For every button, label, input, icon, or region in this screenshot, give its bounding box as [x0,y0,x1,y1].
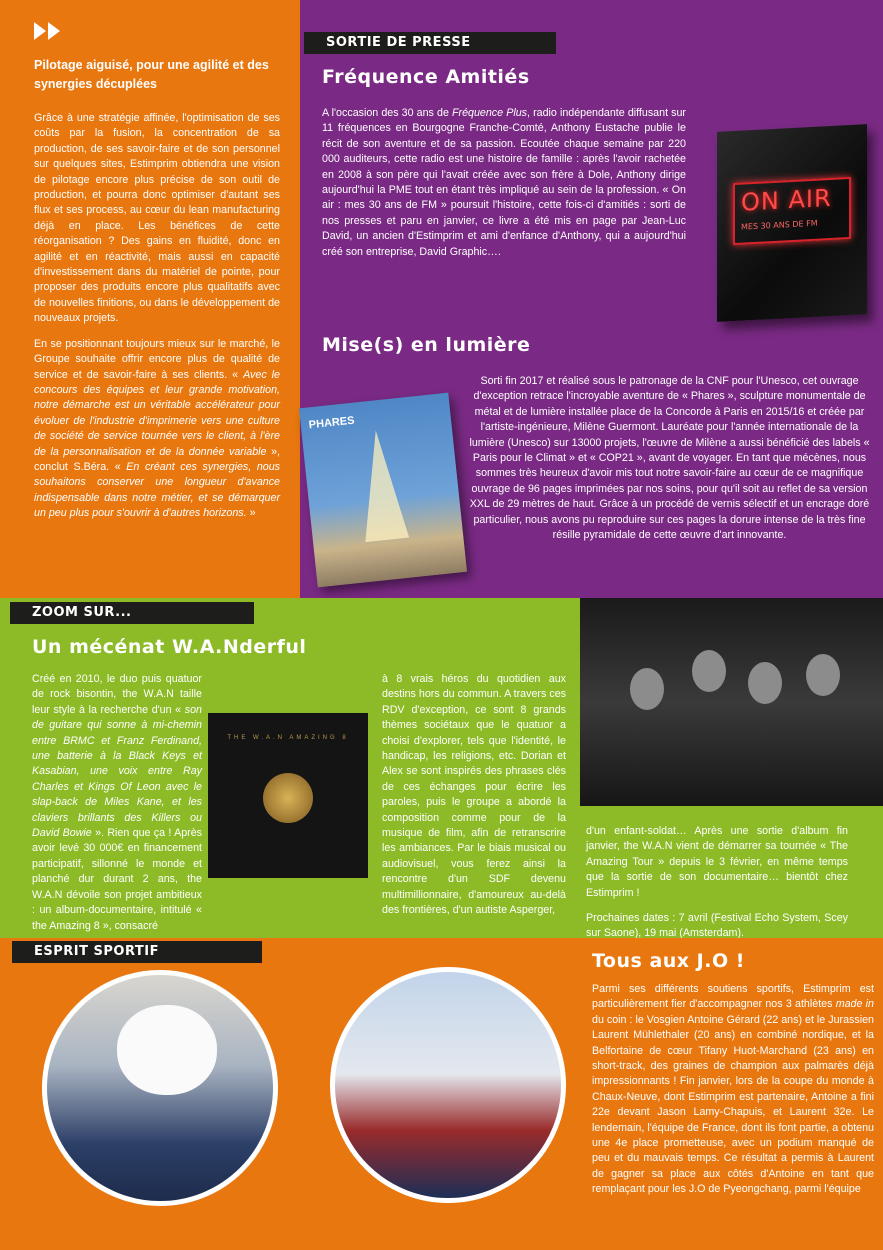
pilotage-text [34,111,280,522]
top-left-panel [0,0,300,598]
zoom-tab: ZOOM SUR... [10,602,254,624]
pilotage-paragraph-2: En se positionnant toujours mieux sur le marché, le Groupe souhaite offrir encore plus de qualité de service et de savoir-faire à ses clients. « Avec le concours des équipes et leur grande motivation, notre démarche est un véritable accélérateur pour évoluer de l'industrie d'imprimerie vers une culture de société de service tournée vers le client, à l'ère de la personnalisation et de la donnée variable », conclut S.Béra. « En créant ces synergies, nous souhaitons conserver une longueur d'avance indispensable dans notre métier, et se démarquer un peu plus pour s'ouvrir à d'autres horizons. » [34,337,280,520]
tower-icon [354,428,409,542]
pilotage-heading: Pilotage aiguisé, pour une agilité et des synergies décuplées [34,58,269,91]
octopus-icon [263,773,313,823]
zoom-col3: d'un enfant-soldat… Après une sortie d'album fin janvier, the W.A.N vient de démarrer sa tournée « The Amazing Tour » depuis le 3 février, en même temps que la sortie de son documentaire… bientôt chez Estimprim ! Prochaines dates : 7 avril (Festival Echo System, Scey sur Saone), 19 mai (Amsterdam). [586,825,848,938]
onair-sign: ON AIR MES 30 ANS DE FM [733,177,851,245]
light-text: Sorti fin 2017 et réalisé sous le patronage de la CNF pour l'Unesco, cet ouvrage d'exception retrace l'incroyable aventure de « Phares », sculpture monumentale de métal et de lumière installée place de la Concorde à Paris en 2015/16 et créée par l'artiste-ingénieure, Milène Guermont. Lauréate pour l'année internationale de la lumière (Unesco) sur 13000 projets, l'œuvre de Milène a aussi bénéficié des labels « Paris pour le Climat » et « COP21 », avant de voyager. En tant que mécènes, nous sommes très heureux d'avoir mis tout notre savoir-faire au cœur de ce magnifique ouvrage de 96 pages imprimées par nos soins, pour qu'il soit au reflet de sa version XXL de 29 mètres de haut. Grâce à un procédé de vernis sélectif et un encrage doré particulier, nous avons pu reproduire sur ces pages la dorure intense de la très fine résille pyramidale de cette œuvre d'art innovante. [469,375,870,542]
phares-book-cover: PHARES [299,393,467,588]
press-title: Fréquence Amitiés [322,66,530,88]
band-photo [580,598,883,806]
press-text: A l'occasion des 30 ans de Fréquence Plus, radio indépendante diffusant sur 11 fréquences en Bourgogne Franche-Comté, Anthony Eustache publie le récit de son aventure et de sa passion. Ecoutée chaque semaine par 220 000 auditeurs, cette radio est une histoire de famille : après l'avoir rachetée en 2008 à son père qui l'avait créée avec son frère à Dole, Anthony dirige aujourd'hui la PME tout en étant très impliqué au sein de la profession. « On air : mes 30 ans de FM » poursuit l'histoire, cette fois-ci d'amitiés : sorti de nos presses et paru en janvier, ce livre a été mis en page par Jean-Luc David, un ancien d'Estimprim et ami d'enfance d'Anthony, qui a aujourd'hui créé son entreprise, David Graphic…. [322,107,686,258]
onair-book-cover [717,124,867,322]
zoom-title: Un mécénat W.A.Nderful [32,636,307,658]
light-title: Mise(s) en lumière [322,334,531,356]
zoom-col1: Créé en 2010, le duo puis quatuor de rock bisontin, the W.A.N taille leur style à la recherche d'un « son de guitare qui sonne à mi-chemin entre BRMC et Franz Ferdinand, une batterie à la Black Keys et Kasabian, une voix entre Ray Charles et Kings Of Leon avec le slap-back de Miles Kane, et les claviers brillants des Killers ou David Bowie ». Rien que ça ! Après avoir levé 30 000€ en financement participatif, sillonné le monde et planché dur durant 2 ans, the W.A.N dévoile son projet ambitieux : un album-documentaire, intitulé « the Amazing 8 », consacré [32,673,202,932]
mascot-icon [117,1005,217,1095]
zoom-col2: à 8 vrais héros du quotidien aux destins hors du commun. A travers ces RDV d'exception, ce sont 8 grands thèmes sociétaux que le quatuor a choisi d'explorer, tels que l'identité, le handicap, les religions, etc. Dorian et Alex se sont inspirés des phrases clés de ces échanges pour écrire les paroles, puis le groupe a abordé la composition comme pour de la musique de film, afin de retranscrire les ambiances. Par le biais musical ou audiovisuel, vous ferez ainsi la rencontre d'un SDF devenu multimillionnaire, d'amoureux au-delà des frontières, d'un autiste Asperger, [382,673,566,917]
sport-title: Tous aux J.O ! [592,950,745,972]
sport-text: Parmi ses différents soutiens sportifs, Estimprim est particulièrement fier d'accompagner nos 3 athlètes made in du coin : le Vosgien Antoine Gérard (22 ans) et le Jurassien Laurent Mühlethaler (20 ans) en combiné nordique, et la Belfortaine de cœur Tifany Huot-Marchand (23 ans) en short-track, des graines de champion aux palmarès déjà impressionnants ! Fin janvier, lors de la coupe du monde à Chaux-Neuve, dont Estimprim est partenaire, Antoine a fini 22e devant Jason Lamy-Chapuis, et Laurent 32e. Le lendemain, l'équipe de France, dont ils font partie, a obtenu une 4e place prometteuse, avec un podium manqué de peu et du mauvais temps. Ce résultat a permis à Laurent de gagner sa place aux côtés d'Antoine en tant que remplaçant pour les J.O de Pyeongchang, parmi l'équipe [592,983,874,1196]
press-tab: SORTIE DE PRESSE [304,32,556,54]
pilotage-paragraph-1: Grâce à une stratégie affinée, l'optimisation de ses coûts par la fusion, la concentration de sa production, de ses savoir-faire et de son personnel sur quelques sites, Estimprim obtiendra une vision de pilotage encore plus précise de son outil de production, et pourra donc optimiser d'autant ses flux et ses process, au cœur du lean manufacturing déjà en place. Les bénéfices de cette réorganisation ? Des gains en fluidité, donc en agilité et en réactivité, mais aussi en capacité d'investissement dans du matériel de pointe, pour proposer des produits encore plus qualitatifs avec de nouvelles finitions, ou dans le développement de nouveaux projets. [34,112,280,325]
amazing8-album-cover: THE W.A.N AMAZING 8 [208,713,368,878]
double-arrow-icon [34,22,64,40]
sport-tab: ESPRIT SPORTIF [12,941,262,963]
athletes-ski-photo [330,967,566,1203]
athletes-mascot-photo [42,970,278,1206]
